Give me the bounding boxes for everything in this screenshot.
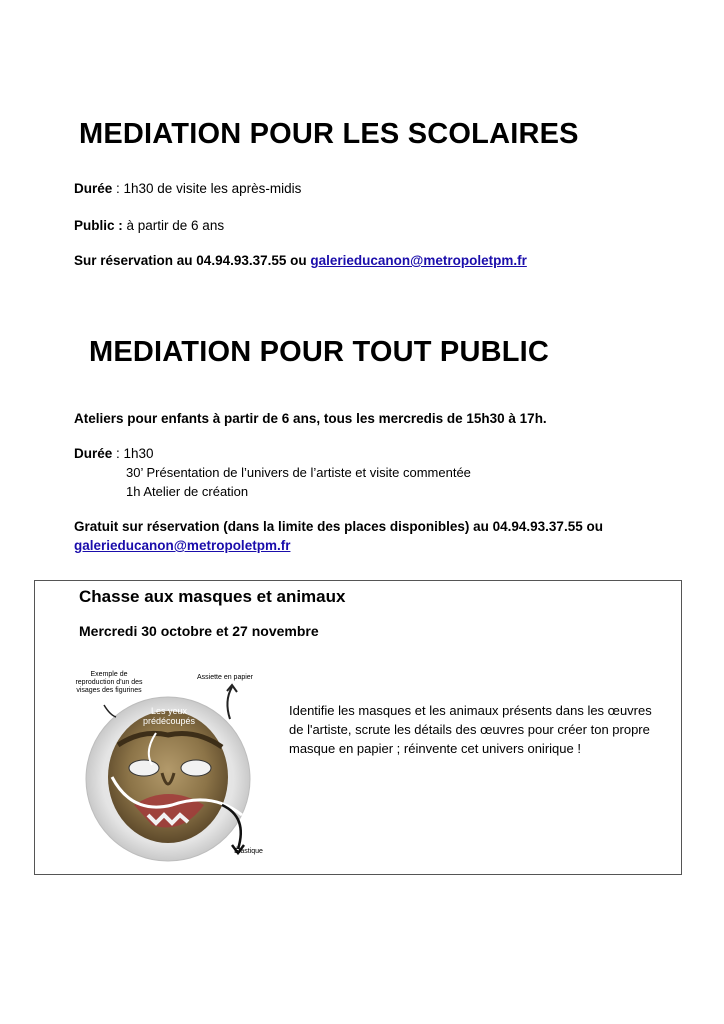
title-tout-public: MEDIATION POUR TOUT PUBLIC xyxy=(89,336,550,368)
reservation-text: Sur réservation au 04.94.93.37.55 ou xyxy=(74,253,311,268)
label-elastique: Élastique xyxy=(234,848,263,855)
ateliers-text: Ateliers pour enfants à partir de 6 ans, tous les mercredis de 15h30 à 17h. xyxy=(74,411,547,426)
reservation-scolaires xyxy=(74,253,527,268)
label-exemple: Exemple de reproduction d'un des visages des figurines xyxy=(75,671,143,694)
duree-scolaires xyxy=(74,181,301,196)
label-assiette: Assiette en papier xyxy=(196,674,254,681)
duree-label: Durée xyxy=(74,181,113,196)
public-scolaires xyxy=(74,218,224,233)
step-presentation: 30’ Présentation de l’univers de l’artiste et visite commentée xyxy=(126,465,471,480)
box-title: Chasse aux masques et animaux xyxy=(79,587,346,606)
box-dates: Mercredi 30 octobre et 27 novembre xyxy=(79,623,319,639)
title-scolaires: MEDIATION POUR LES SCOLAIRES xyxy=(79,118,579,150)
label-yeux: Les yeux prédécoupés xyxy=(142,706,196,726)
email-link[interactable]: galerieducanon@metropoletpm.fr xyxy=(310,253,527,268)
duree-value: : 1h30 de visite les après-midis xyxy=(112,181,302,196)
gratuit-text: Gratuit sur réservation (dans la limite des places disponibles) au 04.94.93.37.55 ou xyxy=(74,519,603,534)
duree-tout-public xyxy=(74,446,154,461)
duree-value: : 1h30 xyxy=(112,446,154,461)
email-link[interactable]: galerieducanon@metropoletpm.fr xyxy=(74,538,291,553)
mask-illustration xyxy=(72,665,272,865)
paper-plate-mask-image xyxy=(72,665,272,865)
step-atelier: 1h Atelier de création xyxy=(126,484,249,499)
public-label: Public : xyxy=(74,218,123,233)
email-line xyxy=(74,538,290,553)
activity-description: Identifie les masques et les animaux présents dans les œuvres de l'artiste, scrute les détails des œuvres pour créer ton propre masque en papier ; réinvente cet univers onirique ! xyxy=(289,703,652,756)
duree-label: Durée xyxy=(74,446,113,461)
public-value: à partir de 6 ans xyxy=(122,218,225,233)
